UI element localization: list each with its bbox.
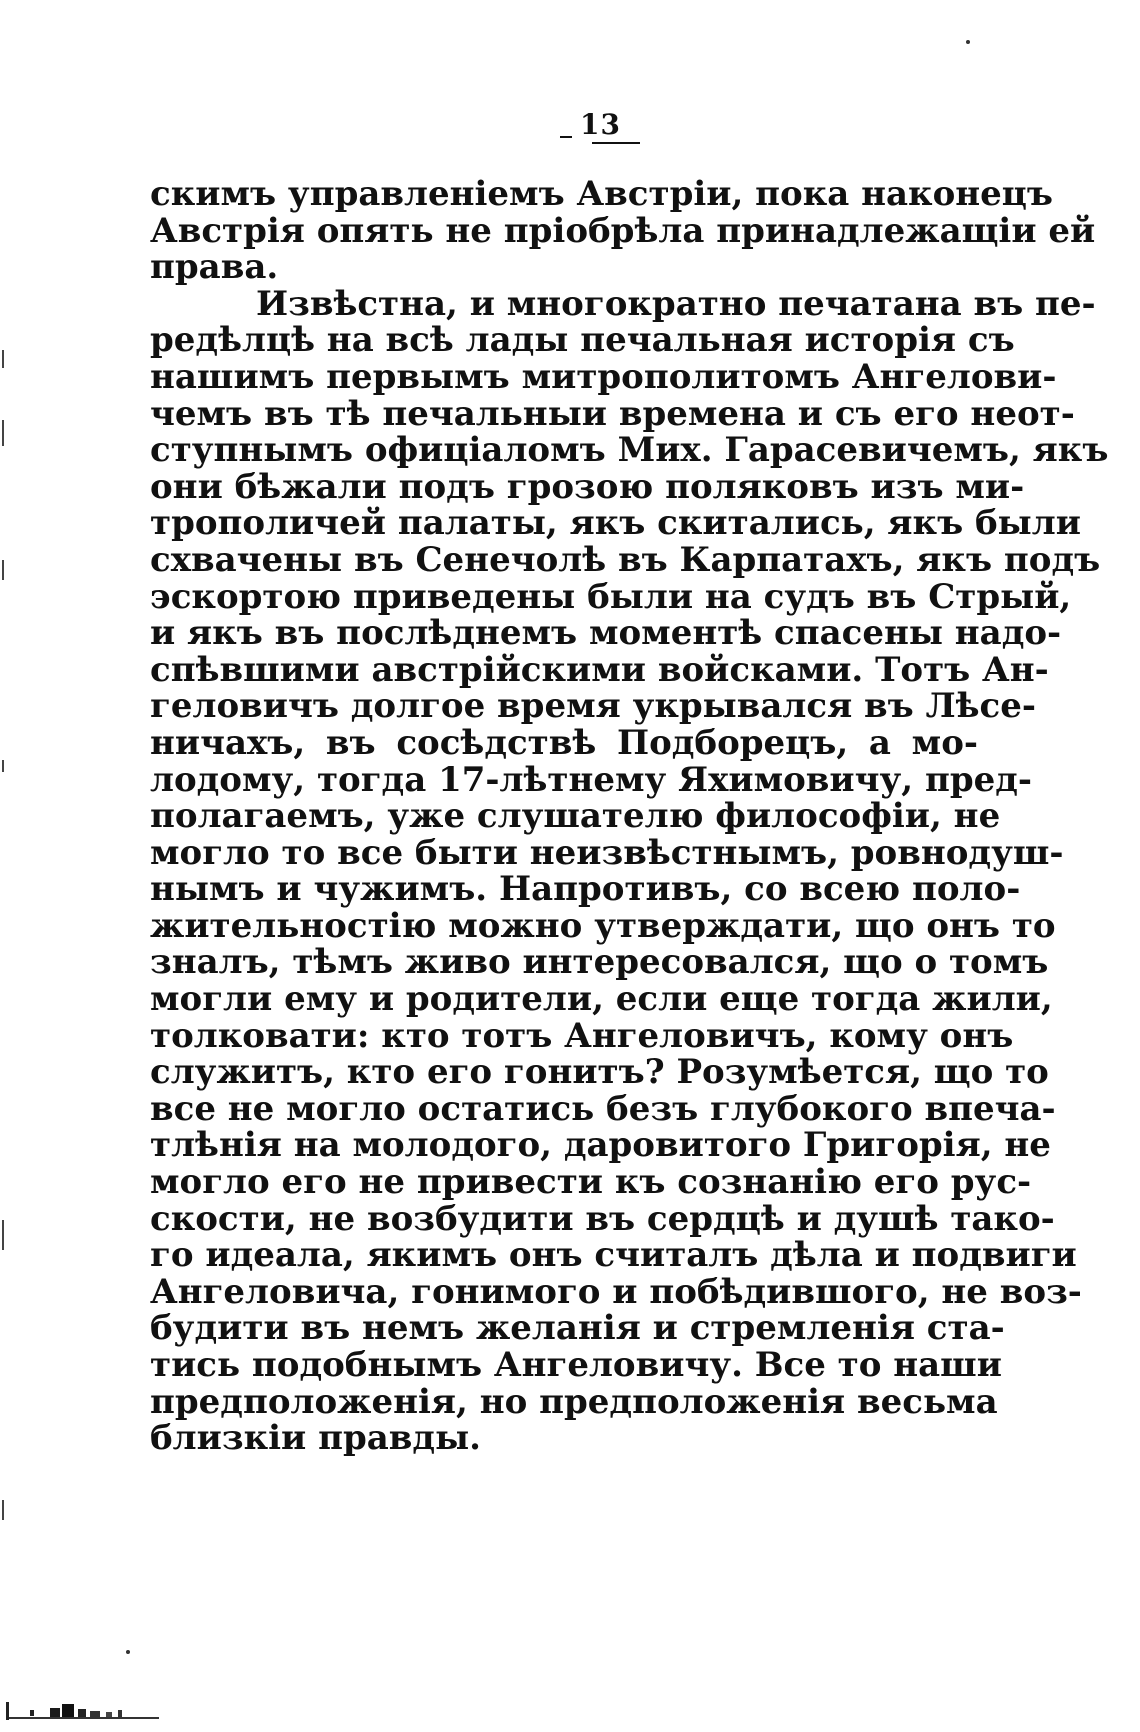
text-line: будити въ немъ желанія и стремленія ста-	[150, 1308, 1005, 1349]
page-number	[560, 108, 621, 141]
text-line: чемъ въ тѣ печальныи времена и съ его неот-	[150, 393, 1075, 434]
text-line: близкіи правды.	[150, 1418, 481, 1459]
text-line: права.	[150, 247, 279, 288]
scan-edge-mark	[2, 560, 4, 580]
text-line: нашимъ первымъ митрополитомъ Ангелови-	[150, 356, 1057, 397]
text-line: могло его не привести къ сознанію его рус-	[150, 1162, 1032, 1203]
text-line: Извѣстна, и многократно печатана въ пе-	[256, 283, 1096, 324]
text-line: тлѣнія на молодого, даровитого Григорія, не	[150, 1125, 1051, 1166]
text-line: схвачены въ Сенечолѣ въ Карпатахъ, якъ подъ	[150, 539, 1101, 580]
text-line: Ангеловича, гонимого и побѣдившого, не воз-	[150, 1271, 1082, 1312]
scan-smudge	[6, 1700, 166, 1722]
scan-edge-mark	[2, 350, 4, 368]
text-line: спѣвшими австрійскими войсками. Тотъ Ан-	[150, 649, 1049, 690]
text-line: трополичей палаты, якъ скитались, якъ были	[150, 503, 1081, 544]
text-line: лодому, тогда 17-лѣтнему Яхимовичу, пред-	[150, 759, 1033, 800]
page-number-dash	[560, 136, 572, 138]
text-line: толковати: кто тотъ Ангеловичъ, кому онъ	[150, 1015, 1014, 1056]
text-line: редѣлцѣ на всѣ лады печальная исторія съ	[150, 320, 1015, 361]
page-number-text: 13	[580, 108, 621, 141]
text-line: скости, не возбудити въ сердцѣ и душѣ тако-	[150, 1198, 1055, 1239]
text-line: геловичъ долгое время укрывался въ Лѣсе-	[150, 686, 1036, 727]
text-line: все не могло остатись безъ глубокого впеча-	[150, 1088, 1056, 1129]
text-line: предположенія, но предположенія весьма	[150, 1381, 998, 1422]
text-line: го идеала, якимъ онъ считалъ дѣла и подвиги	[150, 1235, 1077, 1276]
text-line: тись подобнымъ Ангеловичу. Все то наши	[150, 1345, 1002, 1385]
text-line: могли ему и родители, если еще тогда жили,	[150, 979, 1053, 1020]
text-line: могло то все быти неизвѣстнымъ, ровнодуш-	[150, 832, 1064, 873]
text-line: служитъ, кто его гонитъ? Розумѣется, що то	[150, 1052, 1049, 1093]
scan-edge-mark	[2, 420, 4, 446]
scan-edge-mark	[2, 1220, 4, 1250]
text-line: Австрія опять не пріобрѣла принадлежащіи ей	[150, 210, 1096, 251]
text-line: зналъ, тѣмъ живо интересовался, що о томъ	[150, 942, 1049, 983]
body-text	[150, 174, 1109, 1459]
text-line: эскортою приведены были на судъ въ Стрый,	[150, 576, 1072, 617]
scan-edge-mark	[2, 1500, 4, 1520]
text-line: ступнымъ офиціаломъ Мих. Гарасевичемъ, якъ	[150, 430, 1109, 471]
text-line: жительностію можно утверждати, що онъ то	[150, 905, 1056, 946]
scan-dot-mark	[126, 1650, 130, 1654]
text-line: и якъ въ послѣднемъ моментѣ спасены надо-	[150, 613, 1062, 654]
scan-dot-mark	[966, 40, 970, 44]
text-line: скимъ управленіемъ Австріи, пока наконецъ	[150, 174, 1054, 214]
text-line: нымъ и чужимъ. Напротивъ, со всею поло-	[150, 869, 1021, 910]
text-line: они бѣжали подъ грозою поляковъ изъ ми-	[150, 466, 1025, 507]
scan-edge-mark	[2, 760, 4, 772]
page-number-rule	[592, 142, 640, 144]
text-line: ничахъ, въ сосѣдствѣ Подборецъ, а мо-	[150, 722, 978, 763]
text-line: полагаемъ, уже слушателю философіи, не	[150, 796, 1001, 837]
